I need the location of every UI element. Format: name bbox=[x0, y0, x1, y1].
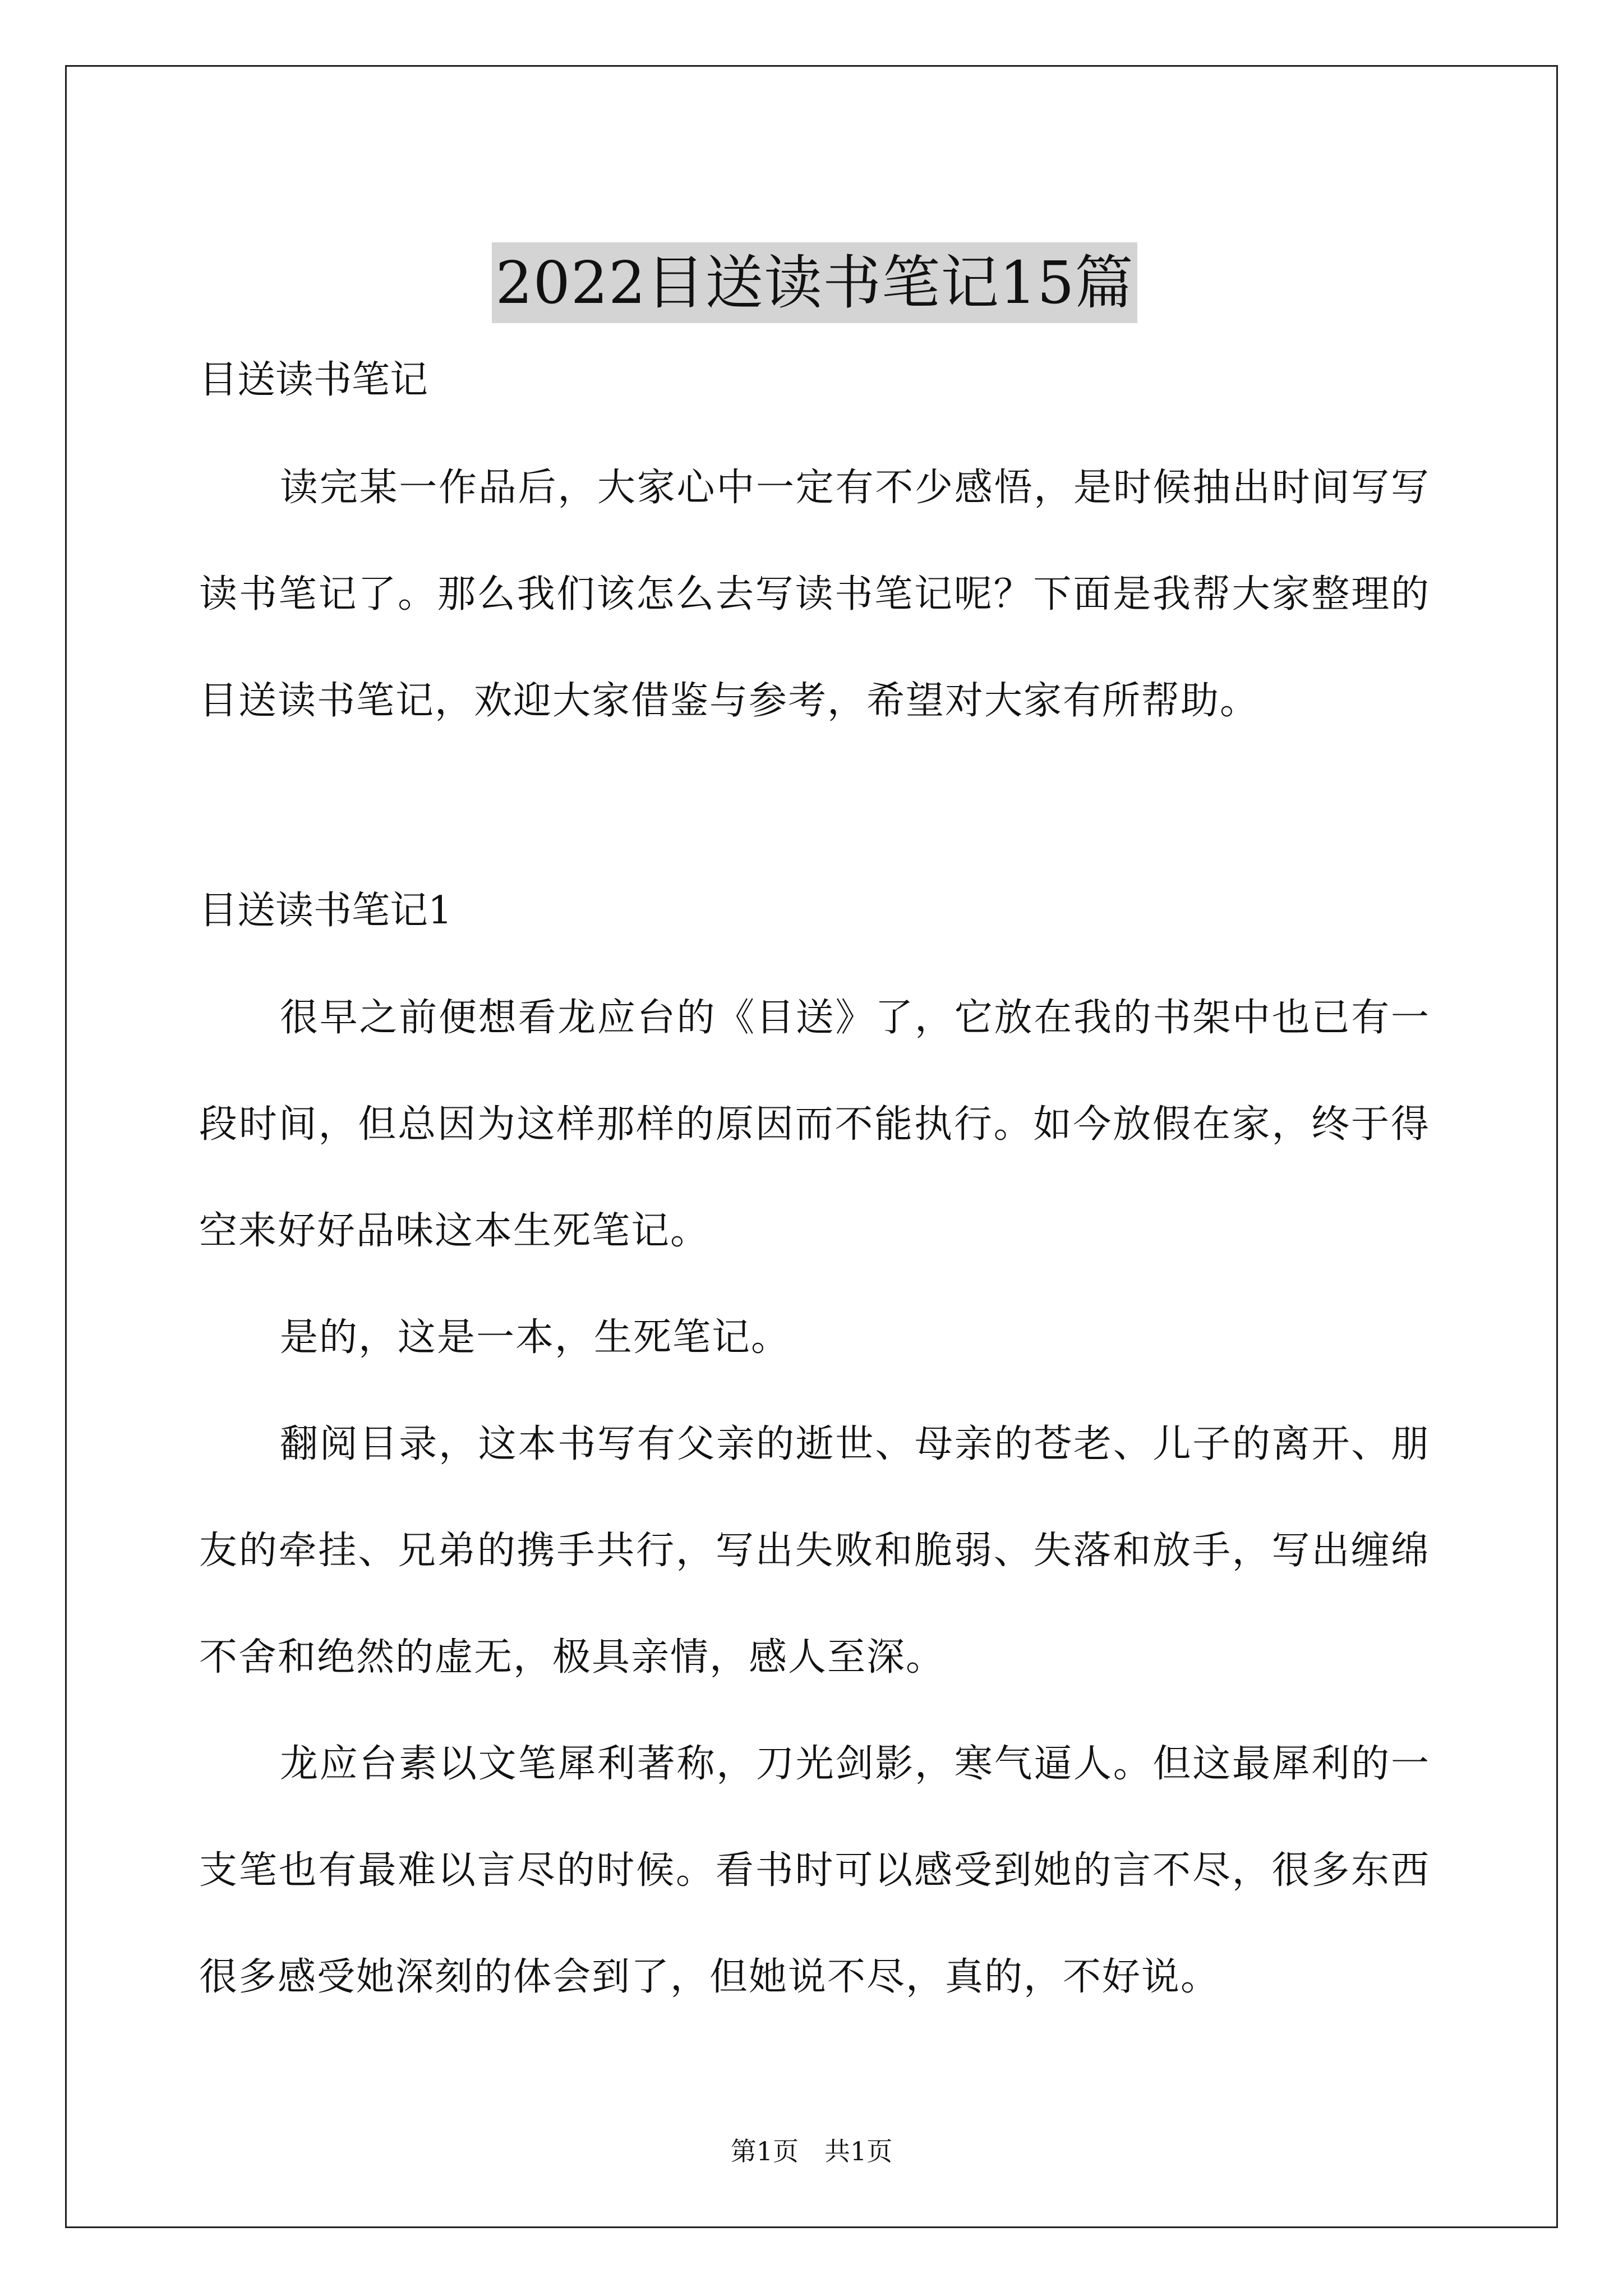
title-container bbox=[199, 203, 1430, 362]
body-paragraph-2: 是的，这是一本，生死笔记。 bbox=[280, 1315, 791, 1360]
intro-paragraph: 读完某一作品后，大家心中一定有不少感悟，是时候抽出时间写写读书笔记了。那么我们该怎么去写读书笔记呢？下面是我帮大家整理的目送读书笔记，欢迎大家借鉴与参考，希望对大家有所帮助。 bbox=[199, 466, 1430, 723]
page-footer: 第1页 共1页 bbox=[730, 2136, 893, 2166]
document-title: 2022目送读书笔记15篇 bbox=[492, 242, 1137, 323]
body-paragraph-4: 龙应台素以文笔犀利著称，刀光剑影，寒气逼人。但这最犀利的一支笔也有最难以言尽的时候。看书时可以感受到她的言不尽，很多东西很多感受她深刻的体会到了，但她说不尽，真的，不好说。 bbox=[199, 1742, 1430, 1999]
section-heading-1: 目送读书笔记1 bbox=[199, 889, 453, 933]
intro-heading: 目送读书笔记 bbox=[199, 358, 428, 402]
body-paragraph-3: 翻阅目录，这本书写有父亲的逝世、母亲的苍老、儿子的离开、朋友的牵挂、兄弟的携手共行，写出失败和脆弱、失落和放手，写出缠绵不舍和绝然的虚无，极具亲情，感人至深。 bbox=[199, 1422, 1430, 1680]
body-paragraph-1: 很早之前便想看龙应台的《目送》了，它放在我的书架中也已有一段时间，但总因为这样那样的原因而不能执行。如今放假在家，终于得空来好好品味这本生死笔记。 bbox=[199, 996, 1430, 1253]
